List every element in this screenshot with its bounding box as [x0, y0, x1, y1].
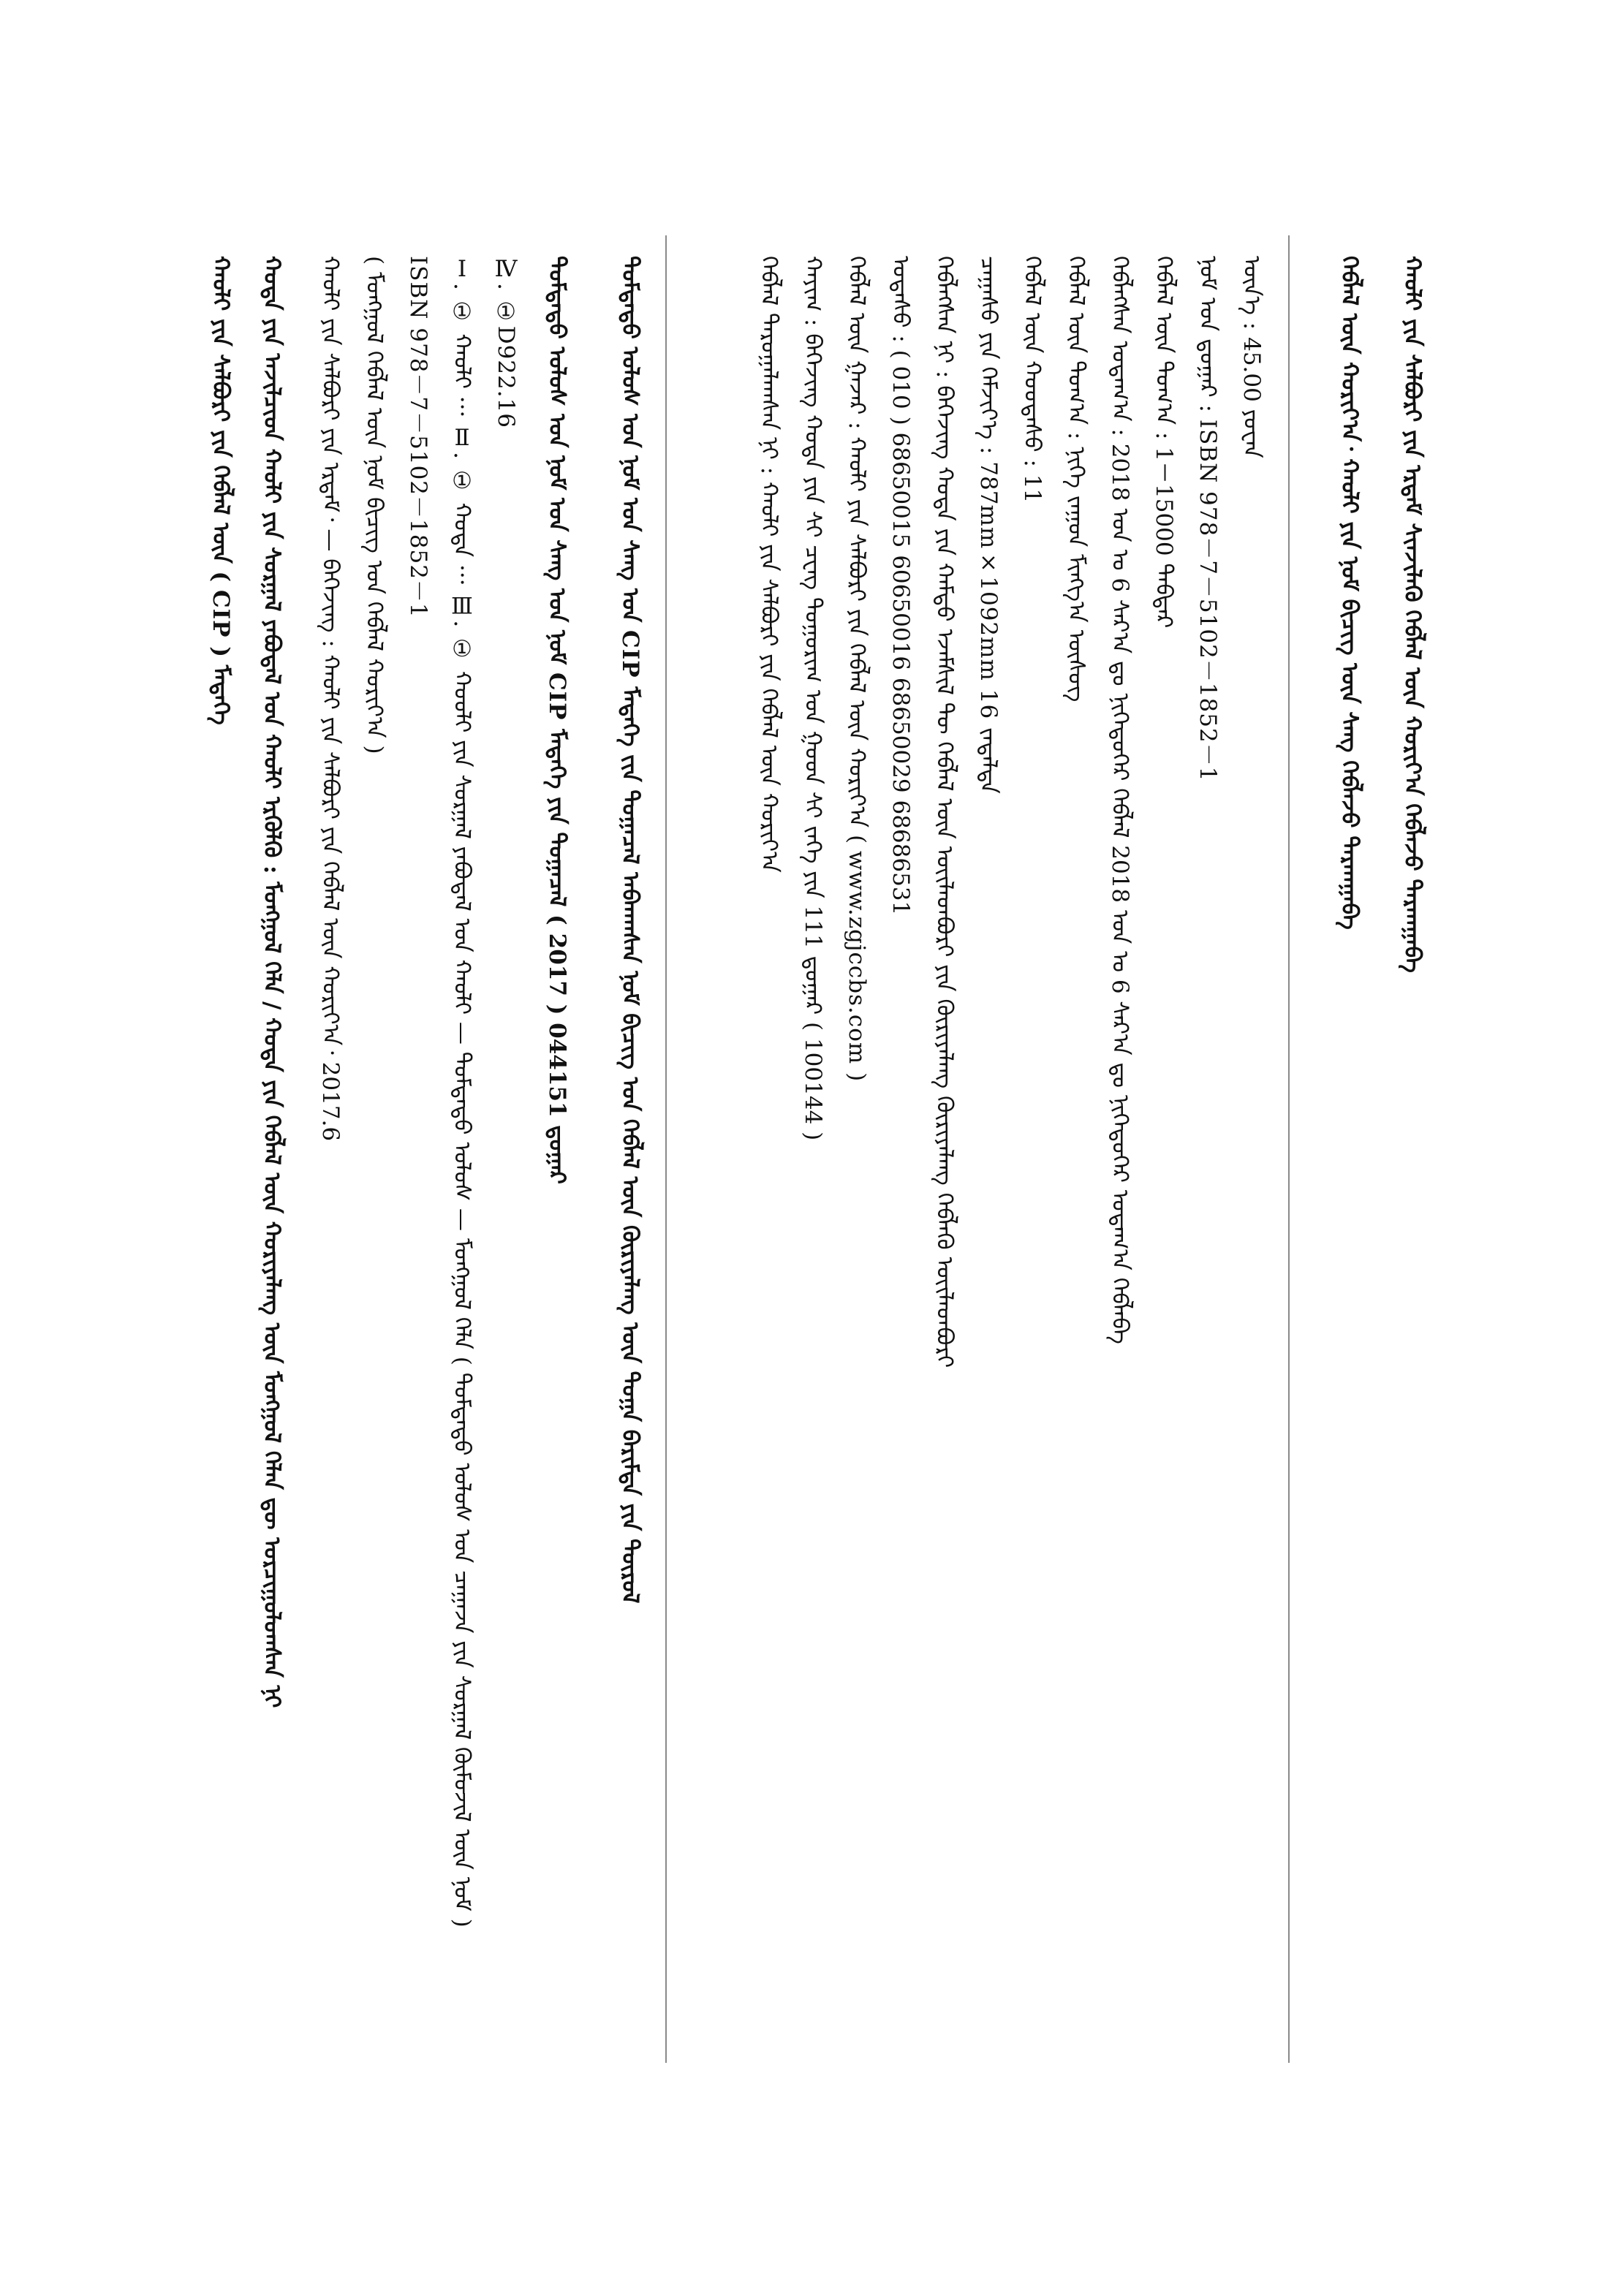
cip-publication: ᠬᠠᠤᠯᠢ ᠶᠢᠨ ᠰᠠᠯᠪᠤᠷᠢ ᠶᠢᠨ ᠡᠷᠲᠡᠮ᠂ — ᠪᠡᠭᠡᠵᠢᠩ : ᠬᠠᠤᠯᠢ ᠶᠢᠨ ᠰᠠᠯᠪᠤᠷᠢ ᠶᠢᠨ ᠬᠡᠪᠯᠡᠯ ᠦᠨ ᠬᠣᠷᠢᠶ᠎ᠠ᠂ 2017.6	[317, 256, 344, 1142]
imprint-printer: ᠬᠡᠪᠯᠡᠭᠰᠡᠨ ᠨᠢ : ᠪᠡᠭᠡᠵᠢᠩ ᠬᠣᠲᠠ ᠶᠢᠨ ᠬᠠᠮᠲᠤ ᠡᠵᠡᠮᠰᠢᠯ ᠲᠦ ᠬᠡᠪᠯᠡᠯ ᠦᠨ ᠦᠢᠯᠡᠳᠪᠦᠷᠢ ᠶᠢᠨ ᠬᠦᠷᠢᠶᠡᠯᠡᠩ ᠬᠦᠷᠢᠶᠡᠯᠡᠩ ᠬᠡᠪᠯᠡᠬᠦ ᠦᠢᠯᠡᠳᠪᠦᠷᠢ	[931, 256, 958, 1368]
imprint-phone: ᠤᠲᠠᠰᠤ : ( 010 ) 68650015 60650016 68650029 68686531	[888, 256, 914, 916]
cip-classification: Ⅳ. ①D922.16	[493, 256, 519, 429]
title-line-2: ᠬᠡᠪᠯᠡᠯ ᠦᠨ ᠬᠣᠷᠢᠶ᠎ᠠ᠂ ᠬᠠᠤᠯᠢ ᠶᠢᠨ ᠨᠣᠮ ᠪᠢᠴᠢᠭ ᠦᠨ ᠰᠠᠩ ᠬᠡᠪᠯᠡᠵᠦ ᠲᠠᠷᠬᠠᠭᠠᠪᠠ	[1336, 256, 1363, 930]
cip-title-translator: ᠬᠣᠲᠠ ᠶᠢᠨ ᠠᠵᠢᠯᠴᠢᠳ ᠬᠠᠤᠯᠢ ᠶᠢᠨ ᠰᠤᠷᠭᠠᠯ ᠶᠠᠪᠤᠳᠠᠯ ᠤᠨ ᠬᠠᠤᠯᠢ ᠡᠷᠭᠦᠯᠬᠦ : ᠮᠣᠩᠭᠣᠯ ᠬᠡᠯᠡ / ᠬᠣᠲᠠ ᠶᠢᠨ ᠬᠡᠪᠯᠡᠯ ᠦᠨ ᠬᠣᠷᠢᠶᠡᠯᠡᠩ ᠦᠨ ᠮᠣᠩᠭᠣᠯ ᠬᠡᠯᠡᠨ ᠳᠦ ᠣᠷᠴᠢᠭᠤᠯᠤᠭᠰᠠᠨ ᠨᠢ	[259, 256, 285, 1708]
cip-series-note: ( ᠮᠣᠩᠭᠣᠯ ᠬᠡᠪᠯᠡᠯ ᠦᠨ ᠨᠣᠮ ᠪᠢᠴᠢᠭ ᠤᠨ ᠬᠡᠪᠯᠡᠯ ᠬᠣᠷᠢᠶ᠎ᠠ )	[361, 256, 387, 754]
cip-record-number: ᠳᠤᠮᠳᠠᠳᠤ ᠤᠯᠤᠰ ᠤᠨ ᠨᠣᠮ ᠤᠨ ᠰᠠᠩ ᠤᠨ ᠨᠣᠮ CIP ᠮᠡᠳᠡᠭᠡ ᠶᠢᠨ ᠲᠣᠭᠠᠴᠠᠯ ( 2017 ) 044151 ᠳ᠋ᠤᠭᠠᠷ	[544, 256, 570, 1184]
imprint-print-run: ᠬᠡᠪᠯᠡᠯ ᠦᠨ ᠲᠣᠭ᠎ᠠ : 1－15000 ᠳᠡᠪᠲᠡᠷ	[1151, 256, 1177, 629]
imprint-publisher: ᠬᠡᠪᠯᠡᠯ ᠦᠨ ᠭᠠᠵᠠᠷ : ᠬᠠᠤᠯᠢ ᠶᠢᠨ ᠰᠠᠯᠪᠤᠷᠢ ᠶᠢᠨ ᠬᠡᠪᠯᠡᠯ ᠦᠨ ᠬᠣᠷᠢᠶ᠎ᠠ ( www.zgjccbs.com )	[844, 256, 870, 1082]
cip-isbn: ISBN 978－7－5102－1852－1	[405, 256, 431, 618]
imprint-word-count: ᠬᠡᠪᠯᠡᠯ ᠦᠨ ᠲᠣᠭ᠎ᠠ : ᠨᠢᠭᠡ ᠵᠠᠭᠤᠨ ᠮᠢᠩᠭ᠎ᠠ ᠦᠰᠦᠭ	[1063, 256, 1089, 702]
imprint-sheets: ᠬᠡᠪᠯᠡᠯ ᠦᠨ ᠬᠤᠤᠳᠠᠰᠤ : 11	[1019, 256, 1045, 504]
separator-rule-middle	[665, 235, 667, 2063]
imprint-distributor: ᠬᠡᠪᠯᠡᠯ ᠳᠠᠷᠤᠭᠠᠯᠠᠭᠰᠠᠨ ᠨᠢ : ᠬᠠᠤᠯᠢ ᠶᠢᠨ ᠰᠠᠯᠪᠤᠷᠢ ᠶᠢᠨ ᠬᠡᠪᠯᠡᠯ ᠦᠨ ᠬᠣᠷᠢᠶ᠎ᠠ	[756, 256, 782, 873]
imprint-format: ᠴᠠᠭᠠᠰᠤ ᠶᠢᠨ ᠬᠡᠮᠵᠢᠶ᠎ᠡ : 787mm×1092mm 16 ᠵᠠᠳᠠᠯᠲᠠ	[975, 256, 1002, 794]
title-line-1: ᠬᠠᠤᠯᠢ ᠶᠢᠨ ᠰᠠᠯᠪᠤᠷᠢ ᠶᠢᠨ ᠡᠷᠲᠡᠮ ᠰᠢᠨᠵᠢᠯᠡᠬᠦ ᠬᠡᠪᠯᠡᠯ ᠦᠨ ᠬᠣᠷᠢᠶ᠎ᠠ ᠬᠡᠪᠯᠡᠵᠦ ᠲᠠᠷᠬᠠᠭᠠᠪᠠ	[1399, 256, 1426, 973]
cip-heading: ᠳᠤᠮᠳᠠᠳᠤ ᠤᠯᠤᠰ ᠤᠨ ᠨᠣᠮ ᠤᠨ ᠰᠠᠩ ᠤᠨ CIP ᠮᠡᠳᠡᠭᠡ ᠵᠢᠨ ᠲᠣᠭᠠᠴᠠᠯ ᠠᠪᠬᠠᠭᠰᠠᠨ ᠨᠣᠮ ᠪᠢᠴᠢᠭ ᠤᠨ ᠬᠡᠪᠯᠡᠯ ᠦᠨ ᠬᠦᠷᠢᠶᠡᠯᠡᠩ ᠦᠨ ᠲᠣᠭᠠ ᠪᠠᠷᠢᠮᠲᠠ ᠶᠢᠨ ᠲᠦᠷᠦᠯ	[617, 256, 643, 1604]
cip-subjects: Ⅰ. ① ᠬᠠᠤᠯᠢ ··· Ⅱ. ① ᠬᠣᠲᠠ ··· Ⅲ. ① ᠬᠤᠤᠯᠢ ᠶᠢᠨ ᠰᠤᠷᠭᠠᠯ ᠶᠠᠪᠤᠳᠠᠯ ᠤᠨ ᠬᠠᠤᠯᠢ — ᠳᠤᠮᠳᠠᠳᠤ ᠤᠯᠤᠰ — ᠮᠣᠩᠭᠣᠯ ᠬᠡᠯᠡ ( ᠳᠤᠮᠳᠠᠳᠤ ᠤᠯᠤᠰ ᠤᠨ ᠴᠠᠭᠠᠵᠠ ᠶᠢᠨ ᠰᠤᠷᠭᠠᠯ ᠬᠦᠮᠦᠵᠢᠯ ᠦᠨ ᠨᠣᠮ )	[449, 256, 475, 1928]
imprint-price: ᠦᠨ᠎ᠡ : 45.00 ᠶᠤᠸᠠᠨ	[1238, 256, 1265, 458]
separator-rule-right	[1288, 235, 1290, 2063]
imprint-isbn: ᠨᠣᠮ ᠤᠨ ᠳ᠋ᠤᠭᠠᠷ : ISBN 978－7－5102－1852－1	[1195, 256, 1221, 782]
imprint-edition: ᠬᠡᠪᠯᠡᠭᠰᠡᠨ ᠤᠳᠠᠭ᠎ᠠ : 2018 ᠣᠨ ᠤ 6 ᠰᠠᠷ᠎ᠠ ᠳᠤ ᠨᠢᠭᠡᠳᠦᠭᠡᠷ ᠬᠡᠪᠯᠡᠯ 2018 ᠣᠨ ᠤ 6 ᠰᠠᠷ᠎ᠠ ᠳᠤ ᠨᠢᠭᠡᠳᠦᠭᠡᠷ ᠤᠳᠠᠭ᠎ᠠ ᠬᠡᠪᠯᠡᠪᠡ	[1107, 256, 1133, 1344]
cip-data-label: ᠬᠠᠤᠯᠢ ᠶᠢᠨ ᠰᠠᠯᠪᠤᠷᠢ ᠶᠢᠨ ᠬᠡᠪᠯᠡᠯ ᠦᠨ ( CIP ) ᠮᠡᠳᠡᠭᠡ	[208, 256, 234, 725]
imprint-address: ᠬᠠᠶᠢᠭ : ᠪᠡᠭᠡᠵᠢᠩ ᠬᠣᠲᠠ ᠶᠢᠨ ᠰᠢ ᠴᠧᠩ ᠲᠣᠭᠣᠷᠢᠭ ᠤᠨ ᠭᠤᠤᠨ ᠰᠢ ᠵᠡᠭᠡ ᠶᠢᠨ 111 ᠳ᠋ᠤᠭᠠᠷ ( 100144 )	[800, 256, 826, 1141]
